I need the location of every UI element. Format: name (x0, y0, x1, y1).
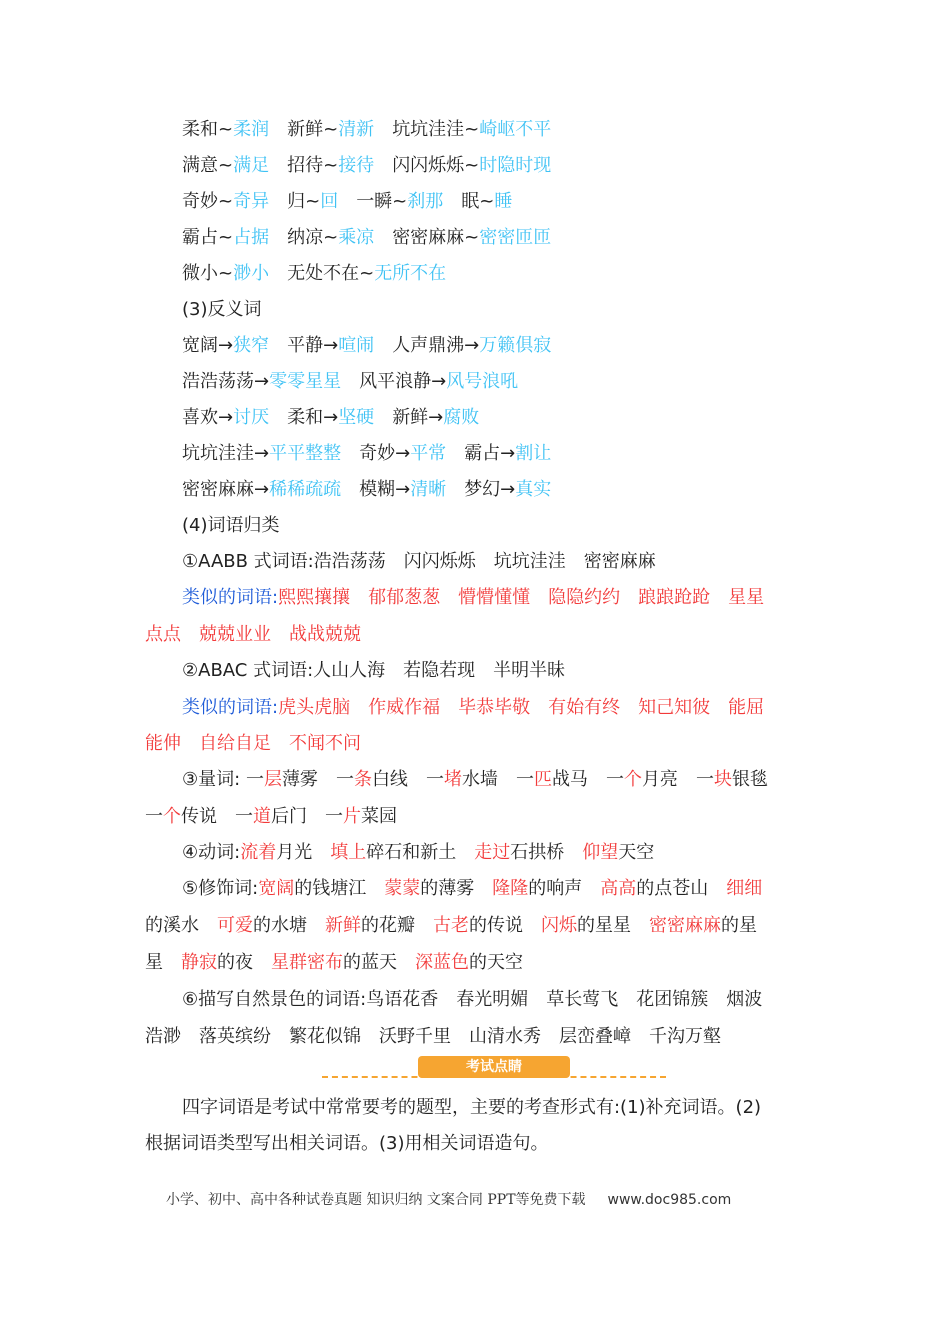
modifier-word: 古老 (433, 915, 469, 936)
aabb-words: ①AABB 式词语:浩浩荡荡 闪闪烁烁 坑坑洼洼 密密麻麻 (182, 551, 656, 572)
measure-line-1 (182, 767, 768, 793)
antonym-row-1 (182, 333, 551, 359)
word: 浩浩荡荡→ (182, 371, 270, 392)
antonym: 腐败 (443, 407, 480, 428)
antonym: 喧闹 (338, 335, 375, 356)
measure-noun: 传说 (181, 806, 217, 827)
measure-prefix: 一 (235, 806, 253, 827)
antonym: 讨厌 (233, 407, 270, 428)
footer-text: 小学、初中、高中各种试卷真题 知识归纳 文案合同 PPT等免费下载 (166, 1192, 586, 1208)
word: 纳凉~ (287, 227, 339, 248)
modifier-noun: 星 (145, 952, 163, 973)
similar-label: 类似的词语: (182, 697, 279, 718)
aabb-similar-line-2: 点点 兢兢业业 战战兢兢 (145, 624, 361, 645)
antonym-row-4 (182, 441, 551, 467)
modifier-line-1 (182, 876, 762, 902)
modifier-word: 宽阔 (258, 878, 295, 899)
word: 柔和→ (287, 407, 339, 428)
measure-prefix: 一 (515, 769, 534, 790)
similar-words: 熙熙攘攘 郁郁葱葱 懵懵懂懂 隐隐约约 踉踉跄跄 星星 (278, 587, 765, 608)
word: 人声鼎沸→ (392, 335, 480, 356)
measure-prefix: 一 (325, 806, 343, 827)
verb-label: ④动词: (182, 842, 241, 863)
synonym: 崎岖不平 (479, 119, 552, 140)
measure-noun: 白线 (371, 769, 408, 790)
modifier-noun: 的薄雾 (420, 878, 475, 899)
banner-divider (322, 1076, 666, 1078)
synonym-row-1 (182, 117, 551, 143)
antonym: 割让 (515, 443, 552, 464)
measure-label: ③量词: (182, 769, 241, 790)
measure-word: 个 (163, 806, 181, 827)
measure-noun: 银毯 (731, 769, 768, 790)
verb-word: 流着 (240, 842, 277, 863)
verb-word: 填上 (330, 842, 367, 863)
abac-words: ②ABAC 式词语:人山人海 若隐若现 半明半昧 (182, 660, 566, 681)
measure-noun: 战马 (551, 769, 588, 790)
synonym: 睡 (494, 191, 513, 212)
synonym: 乘凉 (338, 227, 375, 248)
measure-noun: 菜园 (361, 806, 397, 827)
verb-object: 碎石和新土 (366, 842, 457, 863)
antonym: 平常 (410, 443, 447, 464)
word: 平静→ (287, 335, 339, 356)
measure-word: 个 (623, 769, 642, 790)
modifier-noun: 的夜 (217, 952, 253, 973)
modifier-word: 闪烁 (541, 915, 577, 936)
scenery-line-1: ⑥描写自然景色的词语:鸟语花香 春光明媚 草长莺飞 花团锦簇 烟波 (182, 989, 763, 1010)
measure-noun: 水墙 (461, 769, 498, 790)
synonym: 接待 (338, 155, 375, 176)
synonym: 清新 (338, 119, 375, 140)
measure-word: 块 (713, 769, 732, 790)
modifier-noun: 的星星 (577, 915, 631, 936)
modifier-word: 深蓝色 (415, 952, 469, 973)
measure-prefix: 一 (335, 769, 354, 790)
synonym: 柔润 (233, 119, 270, 140)
modifier-word: 高高 (600, 878, 637, 899)
modifier-noun: 的星 (721, 915, 757, 936)
abac-similar-line-2: 能伸 自给自足 不闻不问 (145, 733, 361, 754)
word: 风平浪静→ (359, 371, 447, 392)
word: 密密麻麻~ (392, 227, 480, 248)
antonym: 风号浪吼 (446, 371, 519, 392)
modifier-noun: 的响声 (528, 878, 583, 899)
scenery-line-2: 浩渺 落英缤纷 繁花似锦 沃野千里 山清水秀 层峦叠嶂 千沟万壑 (145, 1026, 721, 1047)
antonym: 真实 (515, 479, 552, 500)
synonym: 回 (320, 191, 339, 212)
modifier-noun: 的点苍山 (636, 878, 709, 899)
measure-prefix: 一 (245, 769, 264, 790)
measure-noun: 后门 (271, 806, 307, 827)
modifier-word: 蒙蒙 (384, 878, 421, 899)
word: 无处不在~ (287, 263, 375, 284)
word: 坑坑洼洼~ (392, 119, 480, 140)
modifier-word: 可爱 (217, 915, 253, 936)
word: 模糊→ (359, 479, 411, 500)
word: 闪闪烁烁~ (392, 155, 480, 176)
verb-line (182, 840, 654, 866)
word: 满意~ (182, 155, 234, 176)
modifier-label: ⑤修饰词: (182, 878, 259, 899)
word: 梦幻→ (464, 479, 516, 500)
synonym: 奇异 (233, 191, 270, 212)
abac-similar-line-1 (182, 695, 764, 721)
word: 霸占~ (182, 227, 234, 248)
synonym-row-2 (182, 153, 551, 179)
modifier-noun: 的水塘 (253, 915, 307, 936)
word: 奇妙→ (359, 443, 411, 464)
word: 柔和~ (182, 119, 234, 140)
similar-label: 类似的词语: (182, 587, 279, 608)
word: 新鲜~ (287, 119, 339, 140)
antonym: 清晰 (410, 479, 447, 500)
antonym-row-2 (182, 369, 518, 395)
antonym: 零零星星 (269, 371, 342, 392)
word: 微小~ (182, 263, 234, 284)
word: 坑坑洼洼→ (182, 443, 270, 464)
synonym-row-3 (182, 189, 512, 215)
antonym: 稀稀疏疏 (269, 479, 342, 500)
modifier-word: 静寂 (181, 952, 217, 973)
measure-prefix: 一 (145, 806, 163, 827)
modifier-word: 密密麻麻 (649, 915, 721, 936)
footer (166, 1189, 731, 1209)
antonym-row-5 (182, 477, 551, 503)
measure-word: 匹 (533, 769, 552, 790)
antonym: 坚硬 (338, 407, 375, 428)
antonym: 平平整整 (269, 443, 342, 464)
footer-website-link[interactable]: www.doc985.com (607, 1192, 732, 1208)
verb-object: 月光 (276, 842, 313, 863)
synonym-row-5 (182, 261, 446, 287)
exam-paragraph-line-2: 根据词语类型写出相关词语。(3)用相关词语造句。 (145, 1133, 549, 1154)
synonym: 时隐时现 (479, 155, 552, 176)
synonym: 占据 (233, 227, 270, 248)
antonym: 万籁俱寂 (479, 335, 552, 356)
modifier-noun: 的传说 (469, 915, 523, 936)
measure-noun: 月亮 (641, 769, 678, 790)
verb-object: 石拱桥 (510, 842, 565, 863)
measure-word: 条 (353, 769, 372, 790)
antonym-heading: (3)反义词 (182, 299, 262, 320)
measure-word: 堵 (443, 769, 462, 790)
synonym: 密密匝匝 (479, 227, 552, 248)
antonym: 狭窄 (233, 335, 270, 356)
modifier-noun: 的花瓣 (361, 915, 415, 936)
synonym-row-4 (182, 225, 551, 251)
measure-word: 层 (263, 769, 282, 790)
synonym: 刹那 (407, 191, 444, 212)
word: 招待~ (287, 155, 339, 176)
antonym-row-3 (182, 405, 479, 431)
modifier-word: 星群密布 (271, 952, 343, 973)
modifier-word: 隆隆 (492, 878, 529, 899)
modifier-line-3 (145, 950, 523, 976)
word: 宽阔→ (182, 335, 234, 356)
word: 密密麻麻→ (182, 479, 270, 500)
modifier-word: 细细 (726, 878, 763, 899)
modifier-noun: 的天空 (469, 952, 523, 973)
aabb-similar-line-1 (182, 585, 764, 611)
word: 霸占→ (464, 443, 516, 464)
word: 归~ (287, 191, 321, 212)
verb-word: 仰望 (582, 842, 619, 863)
word: 新鲜→ (392, 407, 444, 428)
measure-line-2 (145, 804, 397, 830)
synonym: 满足 (233, 155, 270, 176)
word: 奇妙~ (182, 191, 234, 212)
verb-object: 天空 (618, 842, 655, 863)
modifier-noun: 的钱塘江 (294, 878, 367, 899)
similar-words: 虎头虎脑 作威作福 毕恭毕敬 有始有终 知己知彼 能屈 (278, 697, 765, 718)
word: 眠~ (461, 191, 495, 212)
synonym: 无所不在 (374, 263, 447, 284)
measure-word: 道 (253, 806, 271, 827)
modifier-word: 新鲜 (325, 915, 361, 936)
modifier-noun: 的溪水 (145, 915, 199, 936)
measure-noun: 薄雾 (281, 769, 318, 790)
measure-prefix: 一 (695, 769, 714, 790)
word: 一瞬~ (356, 191, 408, 212)
measure-prefix: 一 (605, 769, 624, 790)
measure-prefix: 一 (425, 769, 444, 790)
verb-word: 走过 (474, 842, 511, 863)
modifier-line-2 (145, 913, 757, 939)
measure-word: 片 (343, 806, 361, 827)
exam-banner: 考试点睛 (418, 1056, 570, 1078)
modifier-noun: 的蓝天 (343, 952, 397, 973)
classify-heading: (4)词语归类 (182, 515, 280, 536)
word: 喜欢→ (182, 407, 234, 428)
synonym: 渺小 (233, 263, 270, 284)
exam-paragraph-line-1: 四字词语是考试中常常要考的题型，主要的考查形式有:(1)补充词语。(2) (182, 1097, 762, 1118)
